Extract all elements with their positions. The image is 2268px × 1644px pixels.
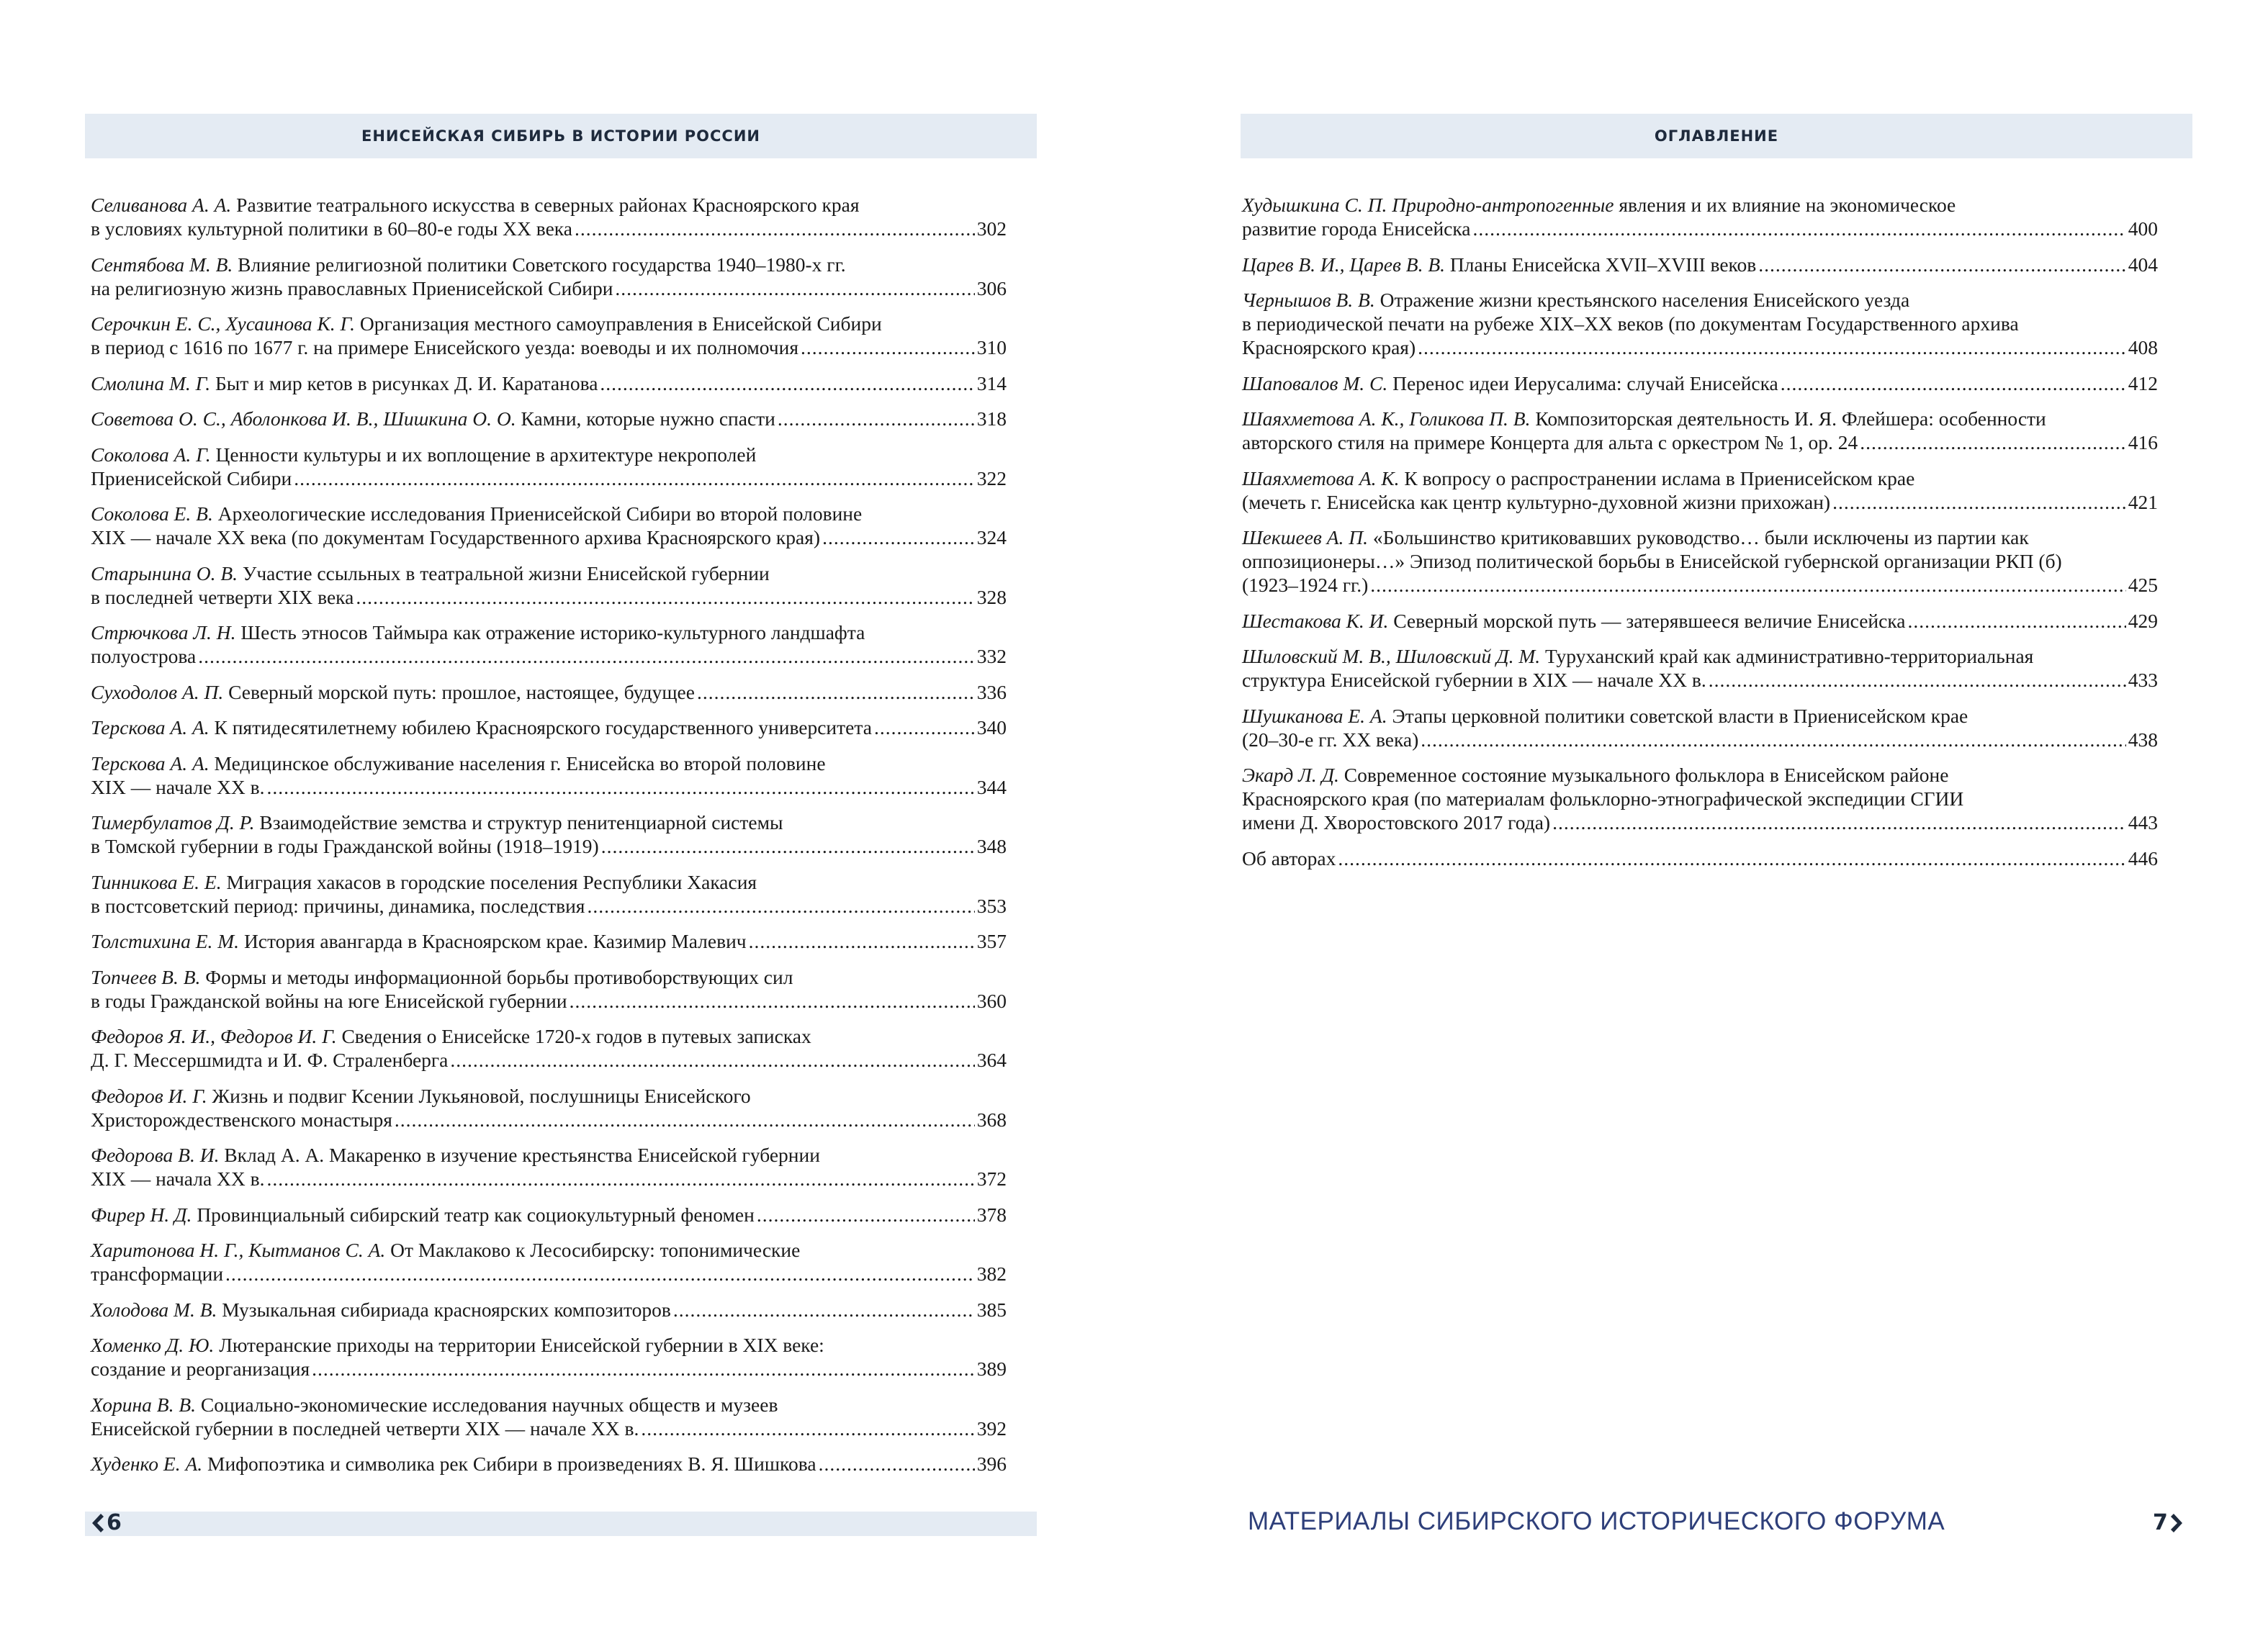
toc-entry-page: 385	[976, 1298, 1007, 1321]
toc-entry-title: Шесть этносов Таймыра как отражение историко-культурного ландшафта	[240, 621, 865, 643]
toc-entry-title: Развитие театрального искусства в северных районах Красноярского края	[236, 194, 860, 216]
toc-entry-title: Северный морской путь: прошлое, настоящее, будущее	[228, 680, 695, 703]
toc-entry-title: Современное состояние музыкального фольклора в Енисейском районе	[1344, 764, 1949, 786]
toc-entry-author: Хорина В. В.	[91, 1393, 196, 1416]
toc-entry-page: 328	[976, 585, 1007, 608]
toc-entry-title: Туруханский край как административно-территориальная	[1545, 645, 2034, 667]
toc-entry-author: Суходолов А. П.	[91, 680, 224, 703]
dot-leader	[757, 1203, 975, 1227]
toc-entry-title: Влияние религиозной политики Советского государства 1940–1980-х гг.	[238, 253, 846, 276]
toc-entry-page: 340	[976, 716, 1007, 739]
toc-entry-title: Приенисейской Сибири	[91, 466, 292, 489]
toc-entry-author: Холодова М. В.	[91, 1298, 217, 1321]
toc-entry-page: 446	[2128, 846, 2158, 870]
toc-entry	[91, 870, 1007, 918]
chevron-right-icon	[2171, 1512, 2185, 1534]
toc-entry	[91, 443, 1007, 490]
table-of-contents	[1242, 193, 2158, 882]
toc-entry-title: (20–30-е гг. XX века)	[1242, 728, 1419, 751]
dot-leader	[819, 1452, 975, 1476]
toc-entry-title: на религиозную жизнь православных Приенисейской Сибири	[91, 276, 613, 299]
page-number	[89, 1510, 122, 1535]
toc-entry	[91, 620, 1007, 668]
toc-entry-title: в последней четверти XIX века	[91, 585, 354, 608]
toc-entry-author: Федоров И. Г.	[91, 1084, 207, 1107]
toc-entry	[91, 1203, 1007, 1227]
running-header: ЕНИСЕЙСКАЯ СИБИРЬ В ИСТОРИИ РОССИИ	[85, 114, 1037, 158]
toc-entry	[91, 1393, 1007, 1440]
dot-leader	[1758, 253, 2125, 276]
toc-entry-title: Участие ссыльных в театральной жизни Енисейской губернии	[242, 561, 770, 584]
toc-entry-author: Советова О. С., Аболонкова И. В., Шишкина О. О.	[91, 407, 516, 430]
toc-entry-title: в период с 1616 по 1677 г. на примере Енисейского уезда: воеводы и их полномочия	[91, 336, 798, 358]
toc-entry-title: в годы Гражданской войны на юге Енисейской губернии	[91, 989, 567, 1012]
dot-leader	[1709, 668, 2126, 692]
dot-leader	[198, 644, 975, 668]
toc-entry-author: Шаповалов М. С.	[1242, 371, 1388, 394]
dot-leader	[225, 1262, 975, 1286]
toc-entry-title: Камни, которые нужно спасти	[521, 407, 775, 430]
toc-entry-title: Вклад А. А. Макаренко в изучение крестьянства Енисейской губернии	[224, 1144, 820, 1166]
toc-entry	[91, 1333, 1007, 1381]
toc-entry-title: полуострова	[91, 645, 197, 667]
toc-entry-author: Худышкина С. П. Природно-антропогенные	[1242, 194, 1614, 216]
toc-entry	[91, 1452, 1007, 1476]
toc-entry	[1242, 609, 2158, 633]
dot-leader	[673, 1298, 975, 1322]
toc-entry-title: авторского стиля на примере Концерта для альта с оркестром № 1, ор. 24	[1242, 431, 1858, 453]
toc-entry-page: 425	[2128, 574, 2158, 596]
toc-entry-page: 416	[2128, 431, 2158, 453]
toc-entry-author: Фирер Н. Д.	[91, 1203, 192, 1226]
toc-entry-title: в постсоветский период: причины, динамика, последствия	[91, 894, 585, 917]
chevron-left-icon	[89, 1512, 104, 1534]
toc-entry-title: Мифопоэтика и символика рек Сибири в произведениях В. Я. Шишкова	[207, 1453, 816, 1475]
toc-entry-author: Тинникова Е. Е.	[91, 870, 222, 893]
toc-entry	[1242, 193, 2158, 240]
dot-leader	[575, 217, 975, 240]
toc-entry-title: структура Енисейской губернии в XIX — начале XX в.	[1242, 669, 1706, 691]
toc-entry	[1242, 371, 2158, 395]
dot-leader	[822, 525, 975, 549]
toc-entry-title: Провинциальный сибирский театр как социокультурный феномен	[197, 1203, 755, 1226]
toc-entry-title: Жизнь и подвиг Ксении Лукьяновой, послушницы Енисейского	[212, 1084, 751, 1107]
toc-entry	[1242, 763, 2158, 834]
toc-entry-author: Шестакова К. И.	[1242, 609, 1389, 632]
toc-entry	[91, 1024, 1007, 1072]
toc-entry-title: К вопросу о распространении ислама в Приенисейском крае	[1404, 466, 1915, 489]
toc-entry-title: XIX — начале XX века (по документам Государственного архива Красноярского края)	[91, 526, 821, 548]
toc-entry-title: создание и реорганизация	[91, 1358, 310, 1380]
toc-entry-page: 421	[2128, 490, 2158, 513]
right-page	[1134, 0, 2268, 1644]
dot-leader	[1473, 217, 2126, 240]
page-number	[2153, 1510, 2185, 1535]
dot-leader	[1338, 846, 2125, 870]
toc-entry-title: К пятидесятилетнему юбилею Красноярского государственного университета	[214, 716, 872, 739]
page-number-label: 6	[107, 1510, 122, 1535]
toc-entry-page: 433	[2128, 669, 2158, 691]
toc-entry	[91, 312, 1007, 359]
toc-entry	[1242, 644, 2158, 692]
toc-entry-author: Шушканова Е. А.	[1242, 704, 1387, 727]
table-of-contents	[91, 193, 1007, 1488]
toc-entry	[1242, 253, 2158, 276]
toc-entry-title: Этапы церковной политики советской власти в Приенисейском крае	[1392, 704, 1968, 727]
dot-leader	[1552, 810, 2126, 834]
dot-leader	[1370, 573, 2125, 597]
toc-entry	[1242, 466, 2158, 514]
dot-leader	[1860, 430, 2125, 454]
toc-entry-author: Шиловский М. В., Шиловский Д. М.	[1242, 645, 1541, 667]
toc-entry	[91, 751, 1007, 799]
toc-entry-page: 306	[976, 276, 1007, 299]
toc-entry-title: Ценности культуры и их воплощение в архитектуре некрополей	[215, 443, 757, 466]
toc-entry-title: в Томской губернии в годы Гражданской войны (1918–1919)	[91, 835, 599, 857]
toc-entry-author: Смолина М. Г.	[91, 371, 211, 394]
toc-entry-page: 389	[976, 1358, 1007, 1380]
toc-entry-page: 324	[976, 526, 1007, 548]
toc-entry-page: 364	[976, 1049, 1007, 1071]
toc-entry-title: Сведения о Енисейске 1720-х годов в путевых записках	[341, 1025, 811, 1047]
toc-entry	[91, 407, 1007, 430]
toc-entry-title: в периодической печати на рубеже XIX–XX веков (по документам Государственного архива	[1242, 312, 2019, 335]
toc-entry	[1242, 704, 2158, 751]
toc-entry-page: 310	[976, 336, 1007, 358]
toc-entry-page: 344	[976, 775, 1007, 798]
toc-entry-title: оппозиционеры…» Эпизод политической борьбы в Енисейской губернской организации РКП (б)	[1242, 550, 2062, 572]
toc-entry	[91, 929, 1007, 953]
dot-leader	[294, 466, 975, 490]
toc-entry	[91, 1238, 1007, 1286]
toc-entry-title: «Большинство критиковавших руководство… были исключены из партии как	[1372, 526, 2029, 548]
toc-entry-page: 314	[976, 371, 1007, 394]
toc-entry-title: Музыкальная сибириада красноярских композиторов	[222, 1298, 671, 1321]
dot-leader	[1908, 609, 2126, 633]
toc-entry-title: Перенос идеи Иерусалима: случай Енисейска	[1392, 371, 1778, 394]
toc-entry-page: 438	[2128, 728, 2158, 751]
toc-entry-author: Федорова В. И.	[91, 1144, 220, 1166]
toc-entry-page: 429	[2128, 609, 2158, 632]
dot-leader	[749, 929, 975, 953]
toc-entry-page: 322	[976, 466, 1007, 489]
toc-entry-page: 392	[976, 1417, 1007, 1440]
dot-leader	[615, 276, 974, 300]
toc-entry-author: Экард Л. Д.	[1242, 764, 1339, 786]
toc-entry-title: Организация местного самоуправления в Енисейской Сибири	[359, 312, 882, 335]
toc-entry-author: Селиванова А. А.	[91, 194, 232, 216]
toc-entry-title: Енисейской губернии в последней четверти XIX — начале XX в.	[91, 1417, 639, 1440]
toc-entry-author: Худенко Е. А.	[91, 1453, 203, 1475]
toc-entry-title: Д. Г. Мессершмидта и И. Ф. Страленберга	[91, 1049, 449, 1071]
toc-entry	[1242, 288, 2158, 359]
toc-entry-page: 408	[2128, 336, 2158, 358]
toc-entry	[91, 1084, 1007, 1132]
toc-entry-page: 353	[976, 894, 1007, 917]
toc-entry-author: Соколова Е. В.	[91, 502, 213, 525]
toc-entry-title: трансформации	[91, 1263, 224, 1285]
toc-entry-page: 412	[2128, 371, 2158, 394]
toc-entry	[91, 1143, 1007, 1191]
toc-entry-title: XIX — начале XX в.	[91, 775, 265, 798]
dot-leader	[587, 894, 974, 918]
toc-entry-title: явления и их влияние на экономическое	[1619, 194, 1956, 216]
toc-entry-author: Серочкин Е. С., Хусаинова К. Г.	[91, 312, 355, 335]
toc-entry-title: Композиторская деятельность И. Я. Флейшера: особенности	[1535, 407, 2046, 430]
dot-leader	[312, 1357, 975, 1381]
page-number-label: 7	[2153, 1510, 2168, 1535]
toc-entry-title: развитие города Енисейска	[1242, 217, 1471, 240]
toc-entry-page: 372	[976, 1167, 1007, 1190]
toc-entry-page: 302	[976, 217, 1007, 240]
toc-entry	[91, 371, 1007, 395]
toc-entry-title: Формы и методы информационной борьбы противоборствующих сил	[205, 965, 793, 988]
toc-entry-author: Соколова А. Г.	[91, 443, 211, 466]
dot-leader	[1418, 335, 2126, 359]
toc-entry	[91, 1298, 1007, 1322]
toc-entry-author: Федоров Я. И., Федоров И. Г.	[91, 1025, 337, 1047]
toc-entry-title: Взаимодействие земства и структур пенитенциарной системы	[259, 811, 783, 834]
toc-entry	[91, 561, 1007, 609]
toc-entry-title: Об авторах	[1242, 846, 1336, 870]
toc-entry-title: Христорождественского монастыря	[91, 1108, 392, 1131]
toc-entry-title: Социально-экономические исследования научных обществ и музеев	[200, 1393, 778, 1416]
toc-entry-author: Сентябова М. В.	[91, 253, 233, 276]
dot-leader	[801, 335, 975, 359]
toc-entry-author: Царев В. И., Царев В. В.	[1242, 253, 1446, 276]
toc-entry-page: 378	[976, 1203, 1007, 1226]
toc-entry-author: Харитонова Н. Г., Кытманов С. А.	[91, 1239, 386, 1261]
toc-entry-page: 357	[976, 930, 1007, 952]
toc-entry-title: Медицинское обслуживание населения г. Енисейска во второй половине	[214, 751, 826, 774]
dot-leader	[778, 407, 975, 430]
toc-entry	[1242, 846, 2158, 870]
toc-entry-title: (мечеть г. Енисейска как центр культурно-духовной жизни прихожан)	[1242, 490, 1831, 513]
toc-entry-page: 382	[976, 1263, 1007, 1285]
running-header: ОГЛАВЛЕНИЕ	[1241, 114, 2192, 158]
toc-entry-author: Терскова А. А.	[91, 716, 210, 739]
toc-entry-author: Терскова А. А.	[91, 751, 210, 774]
toc-entry	[91, 193, 1007, 240]
dot-leader	[697, 680, 975, 704]
toc-entry-page: 404	[2128, 253, 2158, 276]
toc-entry-title: Археологические исследования Приенисейской Сибири во второй половине	[217, 502, 863, 525]
toc-entry-title: Лютеранские приходы на территории Енисейской губернии в XIX веке:	[219, 1334, 824, 1356]
dot-leader	[266, 775, 974, 799]
toc-entry-page: 348	[976, 835, 1007, 857]
dot-leader	[570, 989, 975, 1013]
toc-entry-page: 396	[976, 1453, 1007, 1475]
toc-entry-page: 332	[976, 645, 1007, 667]
dot-leader	[874, 715, 975, 739]
footer-bar	[85, 1512, 1037, 1536]
toc-entry-page: 360	[976, 989, 1007, 1012]
dot-leader	[1832, 490, 2126, 514]
dot-leader	[600, 371, 974, 395]
dot-leader	[641, 1417, 974, 1440]
toc-entry	[91, 502, 1007, 549]
toc-entry-author: Хоменко Д. Ю.	[91, 1334, 215, 1356]
toc-entry-title: Быт и мир кетов в рисунках Д. И. Каратанова	[215, 371, 598, 394]
toc-entry	[91, 715, 1007, 739]
toc-entry-title: Красноярского края (по материалам фольклорно-этнографической экспедиции СГИИ	[1242, 787, 1964, 810]
dot-leader	[1781, 371, 2126, 395]
toc-entry-author: Чернышов В. В.	[1242, 289, 1375, 311]
dot-leader	[266, 1167, 974, 1191]
toc-entry-page: 443	[2128, 811, 2158, 834]
toc-entry-title: Красноярского края)	[1242, 336, 1416, 358]
toc-entry-title: Планы Енисейска XVII–XVIII веков	[1449, 253, 1757, 276]
dot-leader	[1421, 728, 2125, 751]
toc-entry-author: Толстихина Е. М.	[91, 930, 240, 952]
toc-entry-title: От Маклаково к Лесосибирску: топонимические	[390, 1239, 801, 1261]
toc-entry-page: 368	[976, 1108, 1007, 1131]
toc-entry-title: Северный морской путь — затерявшееся величие Енисейска	[1393, 609, 1906, 632]
dot-leader	[601, 834, 975, 858]
toc-entry-author: Шекшеев А. П.	[1242, 526, 1369, 548]
dot-leader	[450, 1048, 974, 1072]
toc-entry	[91, 253, 1007, 300]
toc-entry-author: Шаяхметова А. К.	[1242, 466, 1400, 489]
toc-entry-page: 400	[2128, 217, 2158, 240]
toc-entry-title: в условиях культурной политики в 60–80-е годы ХХ века	[91, 217, 572, 240]
toc-entry-author: Тимербулатов Д. Р.	[91, 811, 255, 834]
toc-entry-page: 318	[976, 407, 1007, 430]
toc-entry-title: (1923–1924 гг.)	[1242, 574, 1369, 596]
toc-entry	[1242, 525, 2158, 597]
toc-entry	[91, 810, 1007, 858]
dot-leader	[356, 585, 974, 609]
toc-entry	[91, 965, 1007, 1013]
toc-entry	[1242, 407, 2158, 454]
toc-entry-title: Миграция хакасов в городские поселения Республики Хакасия	[226, 870, 757, 893]
toc-entry-author: Шаяхметова А. К., Голикова П. В.	[1242, 407, 1531, 430]
toc-entry-author: Стрючкова Л. Н.	[91, 621, 236, 643]
series-title: МАТЕРИАЛЫ СИБИРСКОГО ИСТОРИЧЕСКОГО ФОРУМА	[1248, 1507, 1945, 1535]
toc-entry-title: имени Д. Хворостовского 2017 года)	[1242, 811, 1551, 834]
toc-entry	[91, 680, 1007, 704]
toc-entry-title: XIX — начала XX в.	[91, 1167, 265, 1190]
dot-leader	[395, 1108, 975, 1132]
toc-entry-author: Старынина О. В.	[91, 561, 238, 584]
toc-entry-page: 336	[976, 680, 1007, 703]
toc-entry-author: Топчеев В. В.	[91, 965, 201, 988]
toc-entry-title: История авангарда в Красноярском крае. Казимир Малевич	[243, 930, 747, 952]
toc-entry-title: Отражение жизни крестьянского населения Енисейского уезда	[1380, 289, 1910, 311]
